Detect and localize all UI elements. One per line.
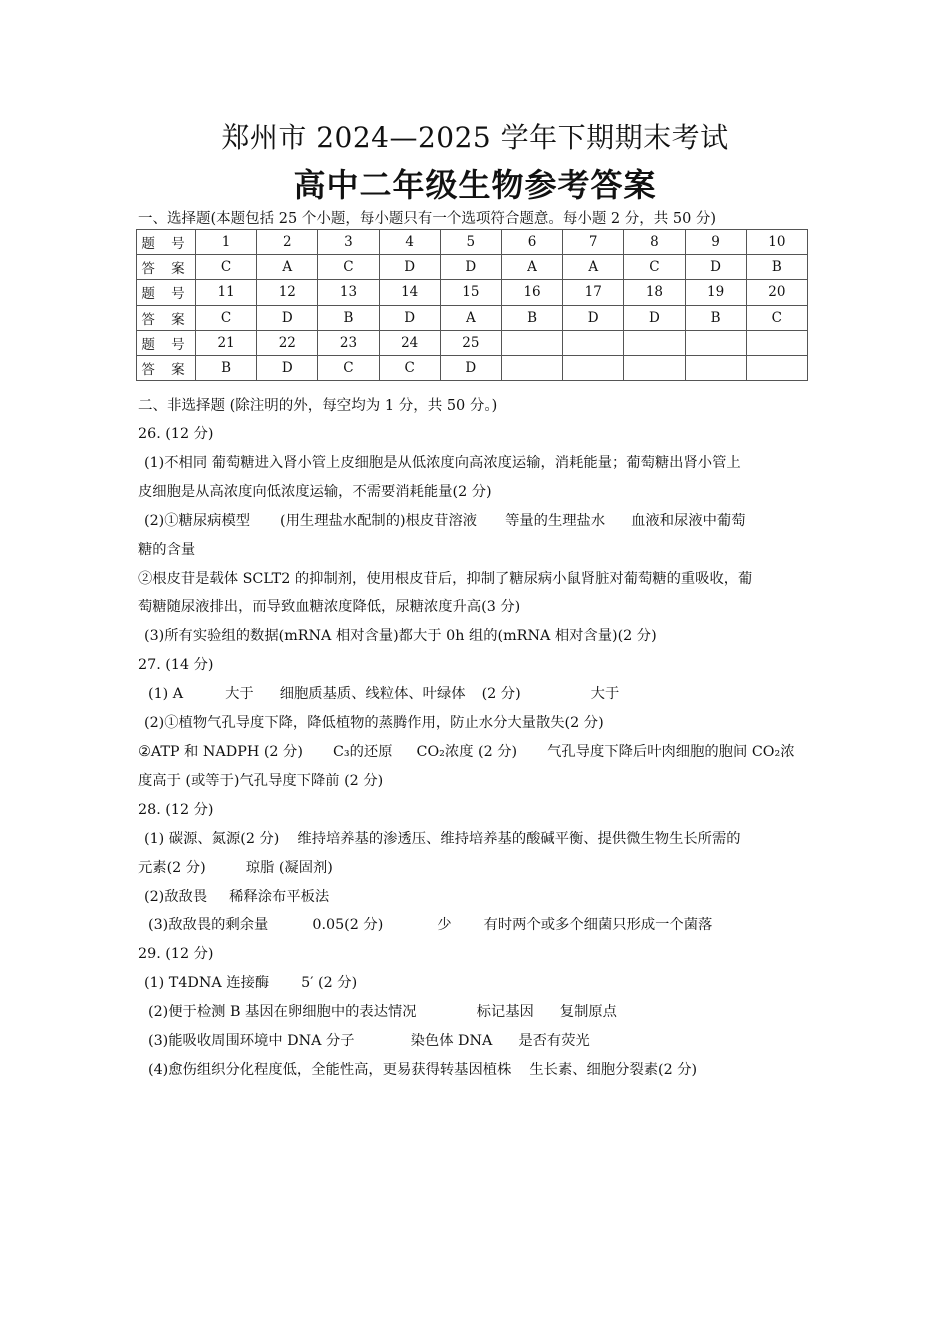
answer-cell: C	[379, 355, 440, 380]
question-number-cell	[746, 330, 807, 355]
q28-line	[138, 883, 814, 912]
q27-line	[138, 680, 814, 709]
answer-cell: D	[685, 255, 746, 280]
q29-heading: 29. (12 分)	[138, 946, 214, 963]
answer-cell: D	[440, 355, 501, 380]
row-label-number: 题 号	[137, 330, 196, 355]
question-number-cell: 6	[501, 230, 562, 255]
q27-line	[138, 738, 814, 767]
q29-blank: 标记基因	[476, 1004, 534, 1021]
row-label-answer: 答 案	[137, 305, 196, 330]
q26-blank: 血液和尿液中葡萄	[631, 512, 746, 529]
question-number-cell: 2	[257, 230, 318, 255]
q28-blank: 稀释涂布平板法	[229, 888, 330, 905]
q28-blank: 维持培养基的渗透压、维持培养基的酸碱平衡、提供微生物生长所需的	[297, 830, 741, 847]
question-number-cell: 12	[257, 280, 318, 305]
q26-blank: 等量的生理盐水	[505, 512, 606, 529]
q28-blank: (2)敌敌畏	[144, 888, 208, 905]
q28-blank: 元素(2 分)	[138, 859, 206, 876]
q26-line: (3)所有实验组的数据(mRNA 相对含量)都大于 0h 组的(mRNA 相对含量)(2 分)	[144, 628, 657, 645]
row-label-answer: 答 案	[137, 355, 196, 380]
q27-blank: C₃的还原	[332, 743, 393, 760]
non-choice-answers	[138, 420, 814, 1085]
question-number-row	[137, 280, 808, 305]
document-title: 高中二年级生物参考答案	[293, 166, 657, 204]
question-number-cell: 23	[318, 330, 379, 355]
question-number-cell: 10	[746, 230, 807, 255]
answer-cell: A	[501, 255, 562, 280]
q28-line	[138, 911, 814, 940]
q28-line	[138, 854, 814, 883]
q27-blank: 大于	[590, 686, 620, 703]
question-number-cell: 22	[257, 330, 318, 355]
q27-heading: 27. (14 分)	[138, 657, 214, 674]
q27-line: (2)①植物气孔导度下降，降低植物的蒸腾作用，防止水分大量散失(2 分)	[144, 715, 604, 732]
q26-line: 皮细胞是从高浓度向低浓度运输，不需要消耗能量(2 分)	[138, 483, 492, 500]
q27-blank: 大于	[225, 686, 254, 703]
answer-cell: D	[379, 305, 440, 330]
answer-cell: B	[746, 255, 807, 280]
row-label-answer: 答 案	[137, 255, 196, 280]
answer-cell: A	[440, 305, 501, 330]
q28-blank: 有时两个或多个细菌只形成一个菌落	[483, 917, 713, 934]
section1-heading: 一、选择题(本题包括 25 个小题，每小题只有一个选项符合题意。每小题 2 分，共 50 分)	[138, 211, 717, 227]
q28-blank: (1) 碳源、氮源(2 分)	[144, 830, 280, 847]
answer-cell: C	[196, 305, 257, 330]
answer-cell	[746, 355, 807, 380]
question-number-cell: 21	[196, 330, 257, 355]
question-number-row	[137, 230, 808, 255]
question-number-cell: 24	[379, 330, 440, 355]
answer-cell: D	[257, 355, 318, 380]
question-number-cell: 18	[624, 280, 685, 305]
answer-table	[136, 229, 808, 381]
q28-heading: 28. (12 分)	[138, 801, 214, 818]
question-number-row	[137, 330, 808, 355]
q26-line	[138, 507, 814, 536]
answer-cell	[624, 355, 685, 380]
question-number-cell	[563, 330, 624, 355]
answer-cell: B	[318, 305, 379, 330]
question-number-cell: 20	[746, 280, 807, 305]
question-number-cell: 15	[440, 280, 501, 305]
answer-cell: C	[746, 305, 807, 330]
question-number-cell: 4	[379, 230, 440, 255]
question-number-cell: 3	[318, 230, 379, 255]
q26-line: ②根皮苷是载体 SCLT2 的抑制剂，使用根皮苷后，抑制了糖尿病小鼠肾脏对葡萄糖的重吸收，葡	[138, 570, 753, 587]
q28-blank: 0.05(2 分)	[312, 917, 384, 934]
answer-cell: C	[624, 255, 685, 280]
answer-row	[137, 305, 808, 330]
q29-blank: (2)便于检测 B 基因在卵细胞中的表达情况	[148, 1004, 417, 1021]
answer-cell: B	[501, 305, 562, 330]
answer-cell: D	[379, 255, 440, 280]
q28-line	[138, 825, 814, 854]
q27-blank: ②ATP 和 NADPH (2 分)	[138, 743, 303, 760]
q29-blank: (4)愈伤组织分化程度低，全能性高，更易获得转基因植株	[148, 1061, 512, 1078]
q29-blank: 复制原点	[559, 1004, 617, 1021]
question-number-cell	[501, 330, 562, 355]
q29-blank: 是否有荧光	[518, 1033, 590, 1050]
answer-cell: C	[318, 355, 379, 380]
q29-blank: 生长素、细胞分裂素(2 分)	[529, 1061, 698, 1078]
q27-blank: 细胞质基质、线粒体、叶绿体	[279, 686, 466, 703]
question-number-cell	[624, 330, 685, 355]
q29-line	[138, 1056, 814, 1085]
q27-blank: (1) A	[148, 686, 184, 703]
q28-blank: (3)敌敌畏的剩余量	[148, 917, 269, 934]
q26-line: 萄糖随尿液排出，而导致血糖浓度降低，尿糖浓度升高(3 分)	[138, 599, 521, 616]
q27-blank: (2 分)	[481, 686, 521, 703]
q29-line	[138, 1027, 814, 1056]
answer-cell: C	[196, 255, 257, 280]
answer-cell: D	[257, 305, 318, 330]
question-number-cell: 13	[318, 280, 379, 305]
answer-cell: A	[563, 255, 624, 280]
answer-row	[137, 355, 808, 380]
answer-cell: A	[257, 255, 318, 280]
q27-line: 度高于 (或等于)气孔导度下降前 (2 分)	[138, 772, 384, 789]
answer-cell: D	[440, 255, 501, 280]
question-number-cell: 7	[563, 230, 624, 255]
q27-blank: 气孔导度下降后叶肉细胞的胞间 CO₂浓	[547, 743, 795, 760]
q29-line	[138, 998, 814, 1027]
answer-cell: D	[563, 305, 624, 330]
answer-cell	[563, 355, 624, 380]
exam-title: 郑州市 2024—2025 学年下期期末考试	[221, 121, 729, 154]
q27-blank: CO₂浓度 (2 分)	[416, 743, 518, 760]
section2-heading: 二、非选择题 (除注明的外，每空均为 1 分，共 50 分。)	[138, 398, 498, 414]
question-number-cell: 16	[501, 280, 562, 305]
q29-blank: (1) T4DNA 连接酶	[144, 975, 270, 992]
answer-cell: B	[196, 355, 257, 380]
row-label-number: 题 号	[137, 280, 196, 305]
question-number-cell: 9	[685, 230, 746, 255]
q26-line: (1)不相同 葡萄糖进入肾小管上皮细胞是从低浓度向高浓度运输，消耗能量；葡萄糖出肾小管上	[144, 454, 741, 471]
q29-line	[138, 969, 814, 998]
q29-blank: 染色体 DNA	[410, 1033, 493, 1050]
answer-cell: C	[318, 255, 379, 280]
answer-cell: D	[624, 305, 685, 330]
question-number-cell: 8	[624, 230, 685, 255]
question-number-cell: 25	[440, 330, 501, 355]
question-number-cell: 1	[196, 230, 257, 255]
q26-heading: 26. (12 分)	[138, 426, 214, 442]
answer-row	[137, 255, 808, 280]
q26-blank: (2)①糖尿病模型	[144, 512, 251, 529]
q28-blank: 琼脂 (凝固剂)	[245, 859, 333, 876]
q29-blank: 5′ (2 分)	[301, 975, 358, 992]
question-number-cell	[685, 330, 746, 355]
row-label-number: 题 号	[137, 230, 196, 255]
question-number-cell: 5	[440, 230, 501, 255]
answer-cell	[685, 355, 746, 380]
question-number-cell: 11	[196, 280, 257, 305]
question-number-cell: 19	[685, 280, 746, 305]
q26-line: 糖的含量	[138, 541, 196, 558]
q29-blank: (3)能吸收周围环境中 DNA 分子	[148, 1033, 355, 1050]
question-number-cell: 17	[563, 280, 624, 305]
answer-cell	[501, 355, 562, 380]
question-number-cell: 14	[379, 280, 440, 305]
q26-blank: (用生理盐水配制的)根皮苷溶液	[280, 512, 478, 529]
answer-cell: B	[685, 305, 746, 330]
q28-blank: 少	[437, 917, 452, 934]
